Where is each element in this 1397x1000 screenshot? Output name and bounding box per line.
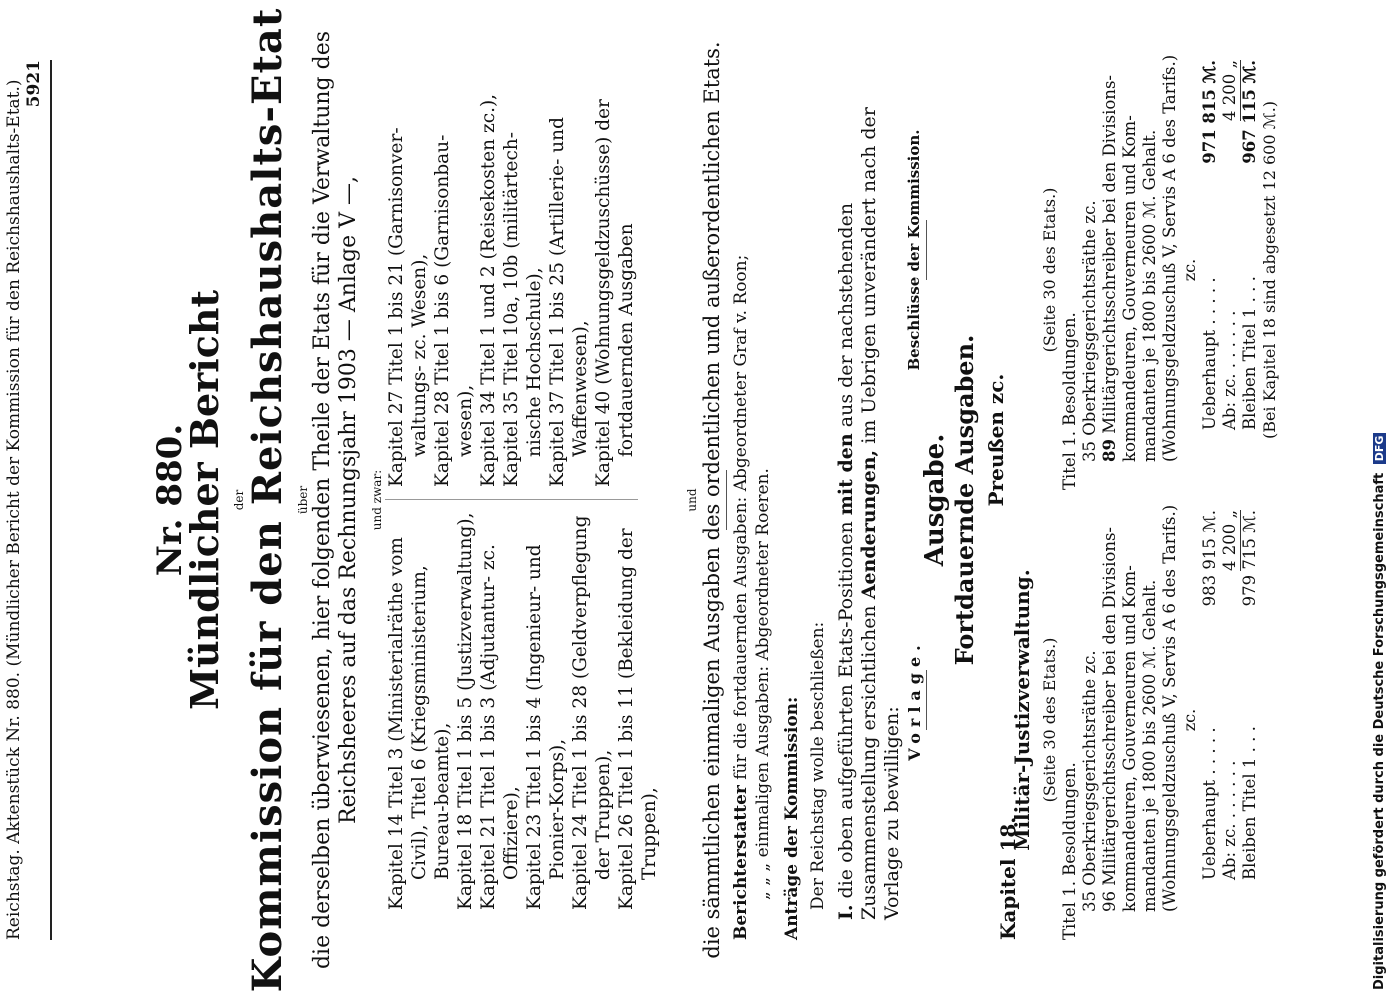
ab-label: Ab: zc. . . . . . . (1220, 310, 1239, 430)
beschluesse-column (1040, 50, 1280, 490)
kapitel-item: Kapitel 37 Titel 1 bis 25 (Artillerie- und Waffenwesen), (547, 117, 591, 487)
running-title: Reichstag. Aktenstück Nr. 880. (Mündlicher Bericht der Kommission für den Reichshaushalts-Etat.) (4, 79, 24, 940)
berichterstatter-block (730, 255, 774, 940)
ueberhaupt-label: Ueberhaupt . . . . . (1200, 277, 1219, 430)
kapitel-item: Kapitel 34 Titel 1 und 2 (Reisekosten zc.), (478, 93, 499, 487)
ausgabe-heading: Ausgabe. (920, 433, 950, 567)
ueberhaupt-row (1200, 50, 1220, 490)
bleiben-label: Bleiben Titel 1 . . . (1240, 276, 1259, 430)
column-heading-beschluesse: Beschlüsse der Kommission. (905, 129, 923, 371)
ueberhaupt-amount: 983 915 ℳ. (1200, 510, 1219, 607)
commission-title: Kommission für den Reichshaushalts-Etat (244, 7, 291, 993)
kapitel-item: Kapitel 35 Titel 10a, 10b (militärtech-nische Hochschule), (501, 132, 545, 487)
divider (726, 470, 727, 530)
ueberhaupt-row (1200, 500, 1220, 940)
bleiben-label: Bleiben Titel 1 . . . (1240, 726, 1259, 880)
kapitel-item: Kapitel 14 Titel 3 (Ministerialräthe vom Civil), Titel 6 (Kriegsministerium, Bureau-beamte), (386, 537, 453, 910)
ab-amount: 4 200 „ (1220, 510, 1239, 572)
resolution-item-1 (835, 40, 904, 920)
oberkriegsgerichtsraethe: 35 Oberkriegsgerichtsräthe zc. (1080, 200, 1099, 462)
item-text: im Uebrigen unverändert nach der Vorlage zu bewilligen: (858, 107, 903, 920)
ab-amount: 4 200 „ (1220, 60, 1239, 122)
ueberhaupt-label: Ueberhaupt . . . . . (1200, 727, 1219, 880)
page-number: 5921 (24, 60, 44, 108)
item-numeral: I. (835, 904, 857, 920)
zc: zc. (1180, 258, 1199, 282)
kapitel-item: Kapitel 24 Titel 1 bis 28 (Geldverpflegung der Truppen), (570, 515, 614, 910)
item-text: die oben aufgeführten Etats-Positionen (835, 521, 857, 899)
berichterstatter-label: Berichterstatter (731, 785, 751, 940)
summary-line: die sämmtlichen einmaligen Ausgaben des ordentlichen und außerordentlichen Etats. (700, 41, 724, 959)
bleiben-row (1240, 50, 1260, 490)
kapitel-item: Kapitel 23 Titel 1 bis 4 (Ingenieur- und Pionier-Korps), (524, 544, 568, 910)
word-und: und (685, 488, 699, 512)
seite-ref: (Seite 30 des Etats.) (1040, 187, 1059, 353)
word-der: der (232, 489, 246, 511)
dfg-logo: DFG (1373, 433, 1386, 465)
zc: zc. (1180, 708, 1199, 732)
column-heading-vorlage: Vorlage. (905, 639, 924, 761)
subject-line-2: Reichsheeres auf das Rechnungsjahr 1903 — Anlage V —, (336, 175, 361, 825)
bleiben-row (1240, 500, 1260, 940)
item-emph: mit den (835, 433, 857, 516)
gerichtsschreiber-text: Militärgerichtsschreiber bei den Divisions-kommandeuren, Gouverneuren und Kom-mandanten je 1800 bis 2600 ℳ. Gehalt. (Wohnungsgeldzuschuß V, Servis A 6 des Tarifs.) (1100, 54, 1179, 462)
berichterstatter-einmalig: einmaligen Ausgaben: Abgeordneter Roeren. (753, 468, 773, 858)
bleiben-amount: 979 715 ℳ. (1240, 510, 1259, 607)
running-header (4, 60, 52, 940)
dfg-credit (1372, 433, 1387, 990)
ueberhaupt-amount: 971 815 ℳ. (1200, 60, 1219, 164)
ab-label: Ab: zc. . . . . . . (1220, 760, 1239, 880)
titel-line: Titel 1. Besoldungen. (1060, 762, 1079, 940)
kapitel-18-label: Kapitel 18. (996, 816, 1020, 940)
antraege-heading: Anträge der Kommission: (782, 696, 802, 940)
ab-row (1220, 500, 1240, 940)
preussen-heading: Preußen zc. (984, 373, 1008, 507)
militaer-justiz-heading: Militär-Justizverwaltung. (1010, 569, 1034, 851)
titel-line: Titel 1. Besoldungen. (1060, 312, 1079, 490)
fortdauernde-heading: Fortdauernde Ausgaben. (950, 334, 979, 666)
reichstag-line: Der Reichstag wolle beschließen: (808, 621, 828, 910)
ditto-marks: „ „ „ (753, 862, 773, 900)
document-number: Nr. 880. (150, 423, 190, 577)
kapitel-list-right (385, 77, 638, 500)
kapitel-item: Kapitel 40 (Wohnungsgeldzuschüsse) der fortdauernden Ausgaben (593, 99, 637, 487)
dfg-credit-text: Digitalisierung gefördert durch die Deutsche Forschungsgemeinschaft (1372, 472, 1387, 990)
und-zwar: und zwar: (370, 469, 384, 531)
kapitel-item: Kapitel 28 Titel 1 bis 6 (Garnisonbau-wesen), (432, 134, 476, 487)
kapitel-list-left (385, 500, 661, 910)
seite-ref: (Seite 30 des Etats.) (1040, 637, 1059, 803)
kapitel-item: Kapitel 18 Titel 1 bis 5 (Justizverwaltung), (455, 512, 476, 910)
kapitel-item: Kapitel 21 Titel 1 bis 3 (Adjutantur- zc. Offiziere), (478, 544, 522, 910)
subject-line-1: die derselben überwiesenen, hier folgenden Theile der Etats für die Verwaltung des (310, 30, 335, 970)
gerichtsschreiber-line: 96 Militärgerichtsschreiber bei den Divisions-kommandeuren, Gouverneuren und Kom-mandanten je 1800 bis 2600 ℳ. Gehalt. (Wohnungsgeldzuschuß V, Servis A 6 des Tarifs.) (1100, 504, 1179, 912)
ab-row (1220, 50, 1240, 490)
document-kind: Mündlicher Bericht (182, 289, 227, 711)
item-emph: Aenderungen, (858, 449, 880, 600)
changed-count: 89 (1100, 439, 1119, 462)
kapitel-item: Kapitel 27 Titel 1 bis 21 (Garnisonver-waltungs- zc. Wesen), (386, 127, 430, 487)
word-ueber: über (296, 485, 310, 515)
bleiben-amount: 967 115 ℳ. (1240, 60, 1259, 164)
vorlage-column (1040, 500, 1260, 940)
gerichtsschreiber-line (1100, 50, 1180, 490)
item-text: aus der nachstehenden Zusammenstellung ersichtlichen (835, 202, 880, 920)
kapitel-item: Kapitel 26 Titel 1 bis 11 (Bekleidung der Truppen), (616, 528, 660, 910)
abgesetzt-note: (Bei Kapitel 18 sind abgesetzt 12 600 ℳ.) (1260, 100, 1279, 440)
berichterstatter-fortdauernd: für die fortdauernden Ausgaben: Abgeordneter Graf v. Roon; (731, 254, 751, 780)
oberkriegsgerichtsraethe: 35 Oberkriegsgerichtsräthe zc. (1080, 650, 1099, 912)
